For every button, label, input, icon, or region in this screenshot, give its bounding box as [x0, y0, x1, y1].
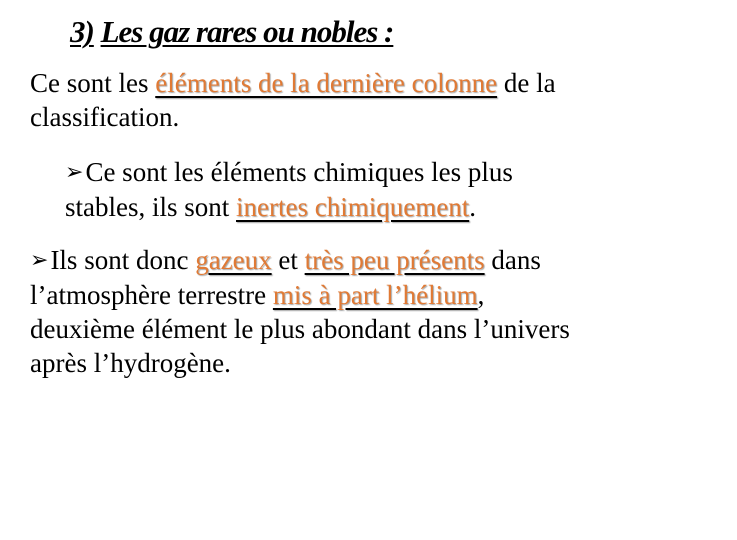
bullet-line-1 — [30, 243, 570, 278]
bullet-line-4: après l’hydrogène. — [30, 348, 231, 378]
slide-title — [70, 14, 393, 50]
bullet-line-1 — [65, 155, 513, 190]
paragraph-definition — [30, 66, 556, 134]
text-segment: et — [271, 245, 305, 275]
paragraph-line-2: classification. — [30, 102, 180, 132]
highlight-gaseous: gazeux — [195, 245, 272, 275]
text-segment: Ce sont les — [30, 68, 156, 98]
text-segment: . — [469, 192, 476, 222]
title-text: Les gaz rares ou nobles : — [100, 14, 394, 49]
bullet-line-2 — [30, 278, 570, 312]
bullet-line-2 — [65, 190, 513, 224]
highlight-helium: mis à part l’hélium — [272, 280, 478, 310]
arrowhead-bullet-icon: ➢ — [65, 160, 84, 185]
text-segment: Ils sont donc — [50, 245, 196, 275]
text-segment: de la — [497, 68, 556, 98]
text-segment: l’atmosphère terrestre — [30, 280, 273, 310]
highlight-rare-presence: très peu présents — [304, 245, 485, 275]
text-segment: stables, ils sont — [65, 192, 237, 222]
highlight-last-column: éléments de la dernière colonne — [155, 68, 498, 98]
paragraph-line-1 — [30, 66, 556, 100]
text-segment: dans — [484, 245, 541, 275]
bullet-line-3: deuxième élément le plus abondant dans l’univers — [30, 314, 570, 344]
text-segment: , — [477, 280, 485, 310]
title-number: 3) — [70, 14, 94, 49]
bullet-stability — [65, 155, 513, 224]
text-segment: Ce sont les éléments chimiques les plus — [85, 157, 513, 187]
arrowhead-bullet-icon: ➢ — [30, 248, 49, 273]
highlight-inert: inertes chimiquement — [236, 192, 470, 222]
bullet-gaseous — [30, 243, 570, 380]
